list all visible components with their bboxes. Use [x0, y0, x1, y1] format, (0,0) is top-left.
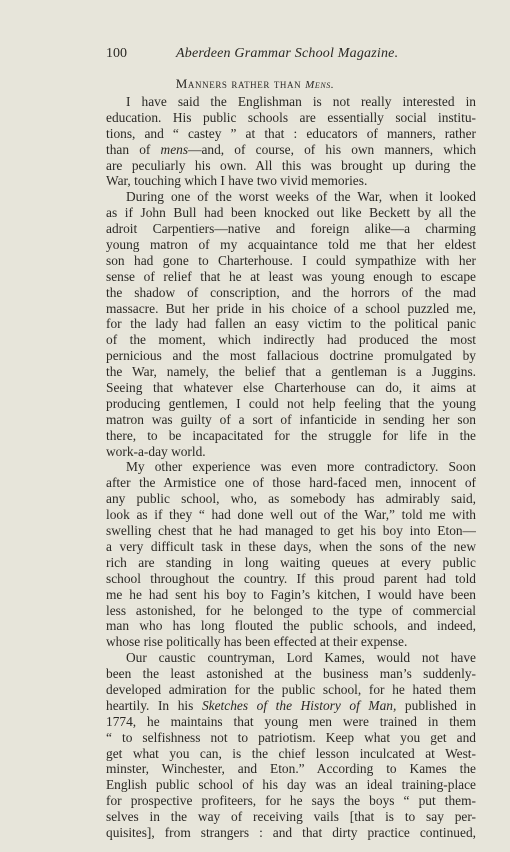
text-line: massacre. But her pride in his choice of a school puzzled me, — [106, 300, 476, 316]
text-line: the shadow of conscription, and the horrors of the mad — [106, 284, 476, 300]
text-line: whose rise politically has been effected at their expense. — [106, 634, 408, 650]
text-line: rich are standing in long waiting queues at every public — [106, 554, 476, 570]
section-title-text: Manners rather than — [175, 76, 306, 91]
text-line: than of mens—and, of course, of his own manners, which — [106, 141, 476, 157]
text-line: heartily. In his Sketches of the History of Man, published in — [106, 697, 476, 713]
text-line: for the lady had fallen an easy victim to the political panic — [106, 316, 476, 332]
article-body — [106, 94, 476, 841]
text-line: son had gone to Charterhouse. I could sympathize with her — [106, 252, 476, 268]
text-line: are peculiarly his own. All this was brought up during the — [106, 157, 476, 173]
text-line: any public school, who, as somebody has admirably said, — [106, 491, 476, 507]
text-line: producing gentlemen, I could not help feeling that the young — [106, 395, 476, 411]
text-line: young matron of my acquaintance told me that her eldest — [106, 237, 476, 253]
text-line: man who has long flouted the public schools, and indeed, — [106, 618, 476, 634]
text-line: for prospective profiteers, for he says the boys “ put them- — [106, 793, 476, 809]
text-line: My other experience was even more contradictory. Soon — [126, 459, 476, 475]
text-line: me he had sent his boy to Fagin’s kitchen, I would have been — [106, 586, 476, 602]
text-line: War, touching which I have two vivid memories. — [106, 173, 368, 189]
text-line: get what you can, is the chief lesson inculcated at West- — [106, 745, 476, 761]
text-line: English public school of his day was an ideal training-place — [106, 777, 476, 793]
text-line: a very difficult task in these days, when the sons of the new — [106, 538, 476, 554]
text-line: of the moment, which indirectly had produced the most — [106, 332, 476, 348]
text-line: tions, and “ castey ” at that : educators of manners, rather — [106, 125, 476, 141]
text-line: minster, Winchester, and Eton.” According to Kames the — [106, 761, 476, 777]
text-line: look as if they “ had done well out of the War,” told me with — [106, 507, 476, 523]
page-header — [106, 46, 426, 66]
text-line: During one of the worst weeks of the War, when it looked — [126, 189, 476, 205]
text-line: been the least astonished at the business man’s suddenly- — [106, 666, 476, 682]
text-line: developed admiration for the public school, for he hated them — [106, 681, 476, 697]
text-line: “ to selfishness not to patriotism. Keep what you get and — [106, 729, 476, 745]
text-line: 1774, he maintains that young men were trained in them — [106, 713, 476, 729]
text-line: work-a-day world. — [106, 443, 206, 459]
text-line: quisites], from strangers : and that dirty practice continued, — [106, 824, 476, 840]
text-line: Our caustic countryman, Lord Kames, would not have — [126, 650, 476, 666]
text-line: selves in the way of receiving vails [that is to say per- — [106, 809, 476, 825]
text-line: as if John Bull had been knocked out like Beckett by all the — [106, 205, 476, 221]
text-line: swelling chest that he had managed to get his boy into Eton— — [106, 523, 476, 539]
text-line: I have said the Englishman is not really interested in — [126, 94, 476, 109]
text-line: school throughout the country. If this proud parent had told — [106, 570, 476, 586]
running-title: Aberdeen Grammar School Magazine. — [176, 46, 399, 61]
page-number: 100 — [106, 46, 127, 61]
text-line: after the Armistice one of those hard-faced men, innocent of — [106, 475, 476, 491]
text-line: adroit Carpentiers—native and foreign alike—a charming — [106, 221, 476, 237]
text-line: matron was guilty of a sort of infanticide in sending her son — [106, 411, 476, 427]
text-line: less astonished, for he belonged to the type of commercial — [106, 602, 476, 618]
section-title-italic: Mens. — [305, 79, 335, 91]
section-title — [0, 76, 510, 92]
text-line: Seeing that whatever else Charterhouse can do, it aims at — [106, 380, 476, 396]
text-line: pernicious and the most fallacious doctrine promulgated by — [106, 348, 476, 364]
text-line: there, to be incapacitated for the struggle for life in the — [106, 427, 476, 443]
text-line: sense of relief that he at least was young enough to escape — [106, 268, 476, 284]
text-line: education. His public schools are essentially social institu- — [106, 109, 476, 125]
text-line: the War, namely, the belief that a gentleman is a Juggins. — [106, 364, 476, 380]
